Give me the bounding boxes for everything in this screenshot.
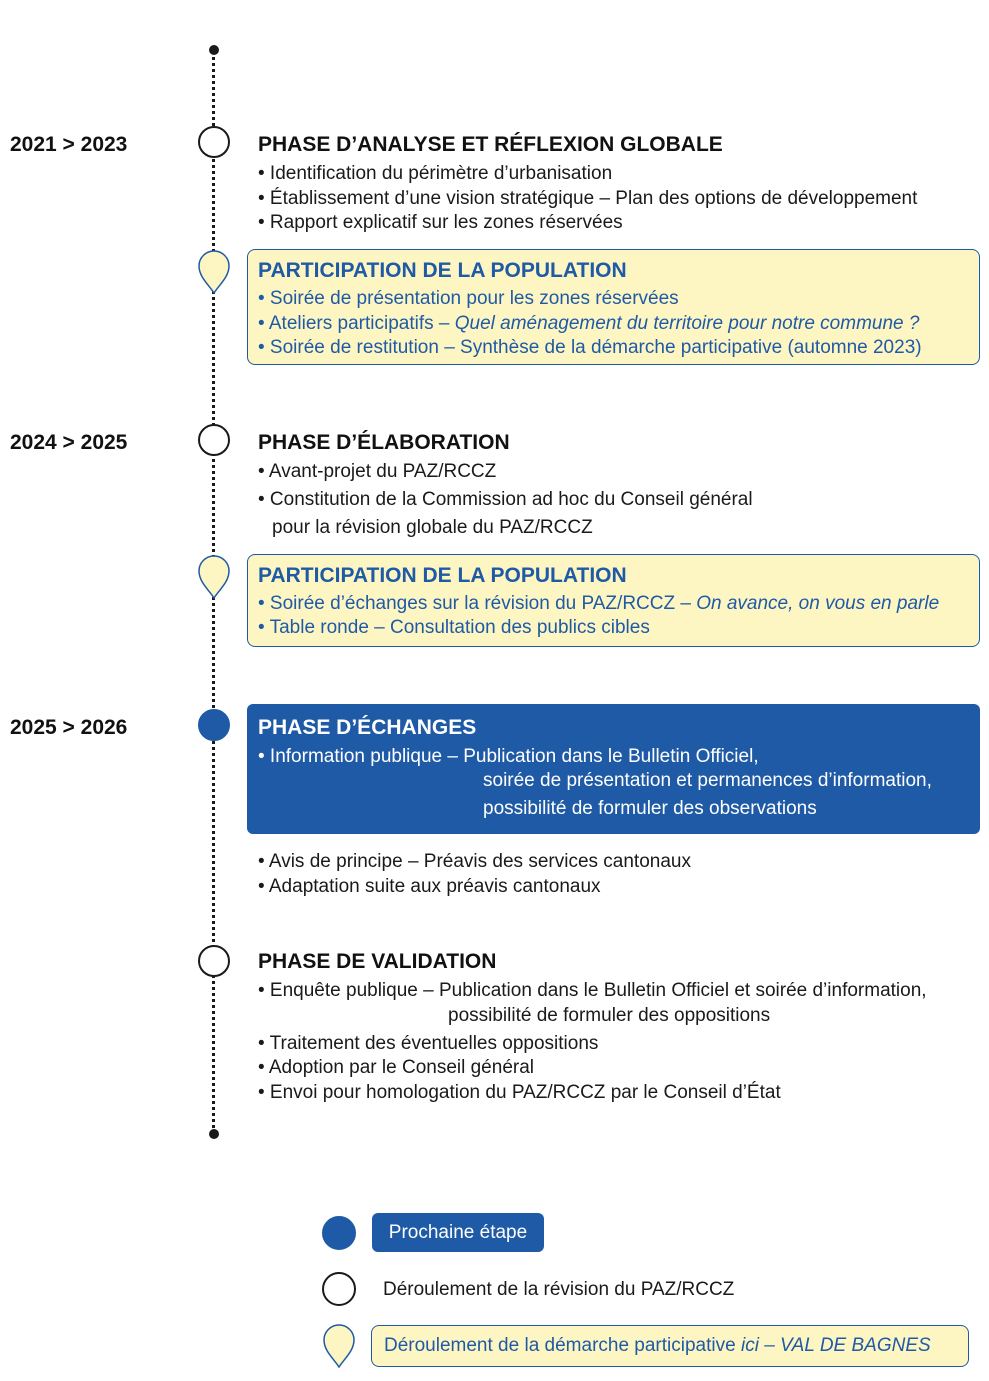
phase-2-circle-icon: [198, 424, 230, 456]
phase-3-years: 2025 > 2026: [10, 716, 128, 739]
legend-circle-icon: [322, 1272, 356, 1306]
timeline-start-dot: [209, 45, 219, 55]
phase-3-box-item-continuation: soirée de présentation et permanences d’information,: [483, 770, 932, 791]
phase-2-item: • Constitution de la Commission ad hoc du Conseil général: [258, 489, 753, 510]
legend-pin-icon: [322, 1323, 356, 1369]
participation-item: • Soirée de présentation pour les zones réservées: [258, 288, 679, 309]
phase-4-item: • Enquête publique – Publication dans le Bulletin Officiel et soirée d’information,: [258, 980, 927, 1001]
phase-1-title: PHASE D’ANALYSE ET RÉFLEXION GLOBALE: [258, 133, 723, 156]
phase-3-box-item: • Information publique – Publication dans le Bulletin Officiel,: [258, 746, 759, 767]
phase-1-item: • Identification du périmètre d’urbanisation: [258, 163, 613, 184]
current-phase-box: [247, 704, 980, 834]
participation-item: • Table ronde – Consultation des publics cibles: [258, 617, 650, 638]
legend-revision: Déroulement de la révision du PAZ/RCCZ: [383, 1279, 735, 1300]
legend-filled-circle-icon: [322, 1216, 356, 1250]
participation-box-2: [247, 554, 980, 647]
participation-1-pin-icon: [197, 249, 231, 295]
phase-3-box-item-continuation: possibilité de formuler des observations: [483, 798, 817, 819]
phase-1-years: 2021 > 2023: [10, 133, 128, 156]
phase-2-item-continuation: pour la révision globale du PAZ/RCCZ: [272, 517, 593, 538]
participation-box-1: [247, 249, 980, 365]
phase-3-filled-circle-icon: [198, 709, 230, 741]
phase-4-circle-icon: [198, 945, 230, 977]
legend-participative: Déroulement de la démarche participative ici – VAL DE BAGNES: [371, 1325, 969, 1367]
participation-title: PARTICIPATION DE LA POPULATION: [258, 259, 627, 282]
phase-4-item: • Traitement des éventuelles oppositions: [258, 1033, 599, 1054]
phase-2-title: PHASE D’ÉLABORATION: [258, 431, 510, 454]
participation-item: • Soirée de restitution – Synthèse de la démarche participative (automne 2023): [258, 337, 922, 358]
legend-next-step: Prochaine étape: [372, 1213, 544, 1252]
phase-1-item: • Établissement d’une vision stratégique – Plan des options de développement: [258, 188, 918, 209]
phase-4-item: • Adoption par le Conseil général: [258, 1057, 535, 1078]
timeline-end-dot: [209, 1129, 219, 1139]
participation-title: PARTICIPATION DE LA POPULATION: [258, 564, 627, 587]
participation-2-pin-icon: [197, 554, 231, 600]
participation-item: • Ateliers participatifs – Quel aménagement du territoire pour notre commune ?: [258, 313, 920, 334]
phase-4-item-continuation: possibilité de formuler des oppositions: [448, 1005, 771, 1026]
phase-4-title: PHASE DE VALIDATION: [258, 950, 497, 973]
participation-item: • Soirée d’échanges sur la révision du PAZ/RCCZ – On avance, on vous en parle: [258, 593, 940, 614]
phase-3-item: • Avis de principe – Préavis des services cantonaux: [258, 851, 691, 872]
phase-3-item: • Adaptation suite aux préavis cantonaux: [258, 876, 601, 897]
phase-1-item: • Rapport explicatif sur les zones réservées: [258, 212, 623, 233]
phase-1-circle-icon: [198, 126, 230, 158]
phase-3-title: PHASE D’ÉCHANGES: [258, 716, 477, 739]
phase-4-item: • Envoi pour homologation du PAZ/RCCZ par le Conseil d’État: [258, 1082, 781, 1103]
phase-2-item: • Avant-projet du PAZ/RCCZ: [258, 461, 497, 482]
phase-2-years: 2024 > 2025: [10, 431, 128, 454]
